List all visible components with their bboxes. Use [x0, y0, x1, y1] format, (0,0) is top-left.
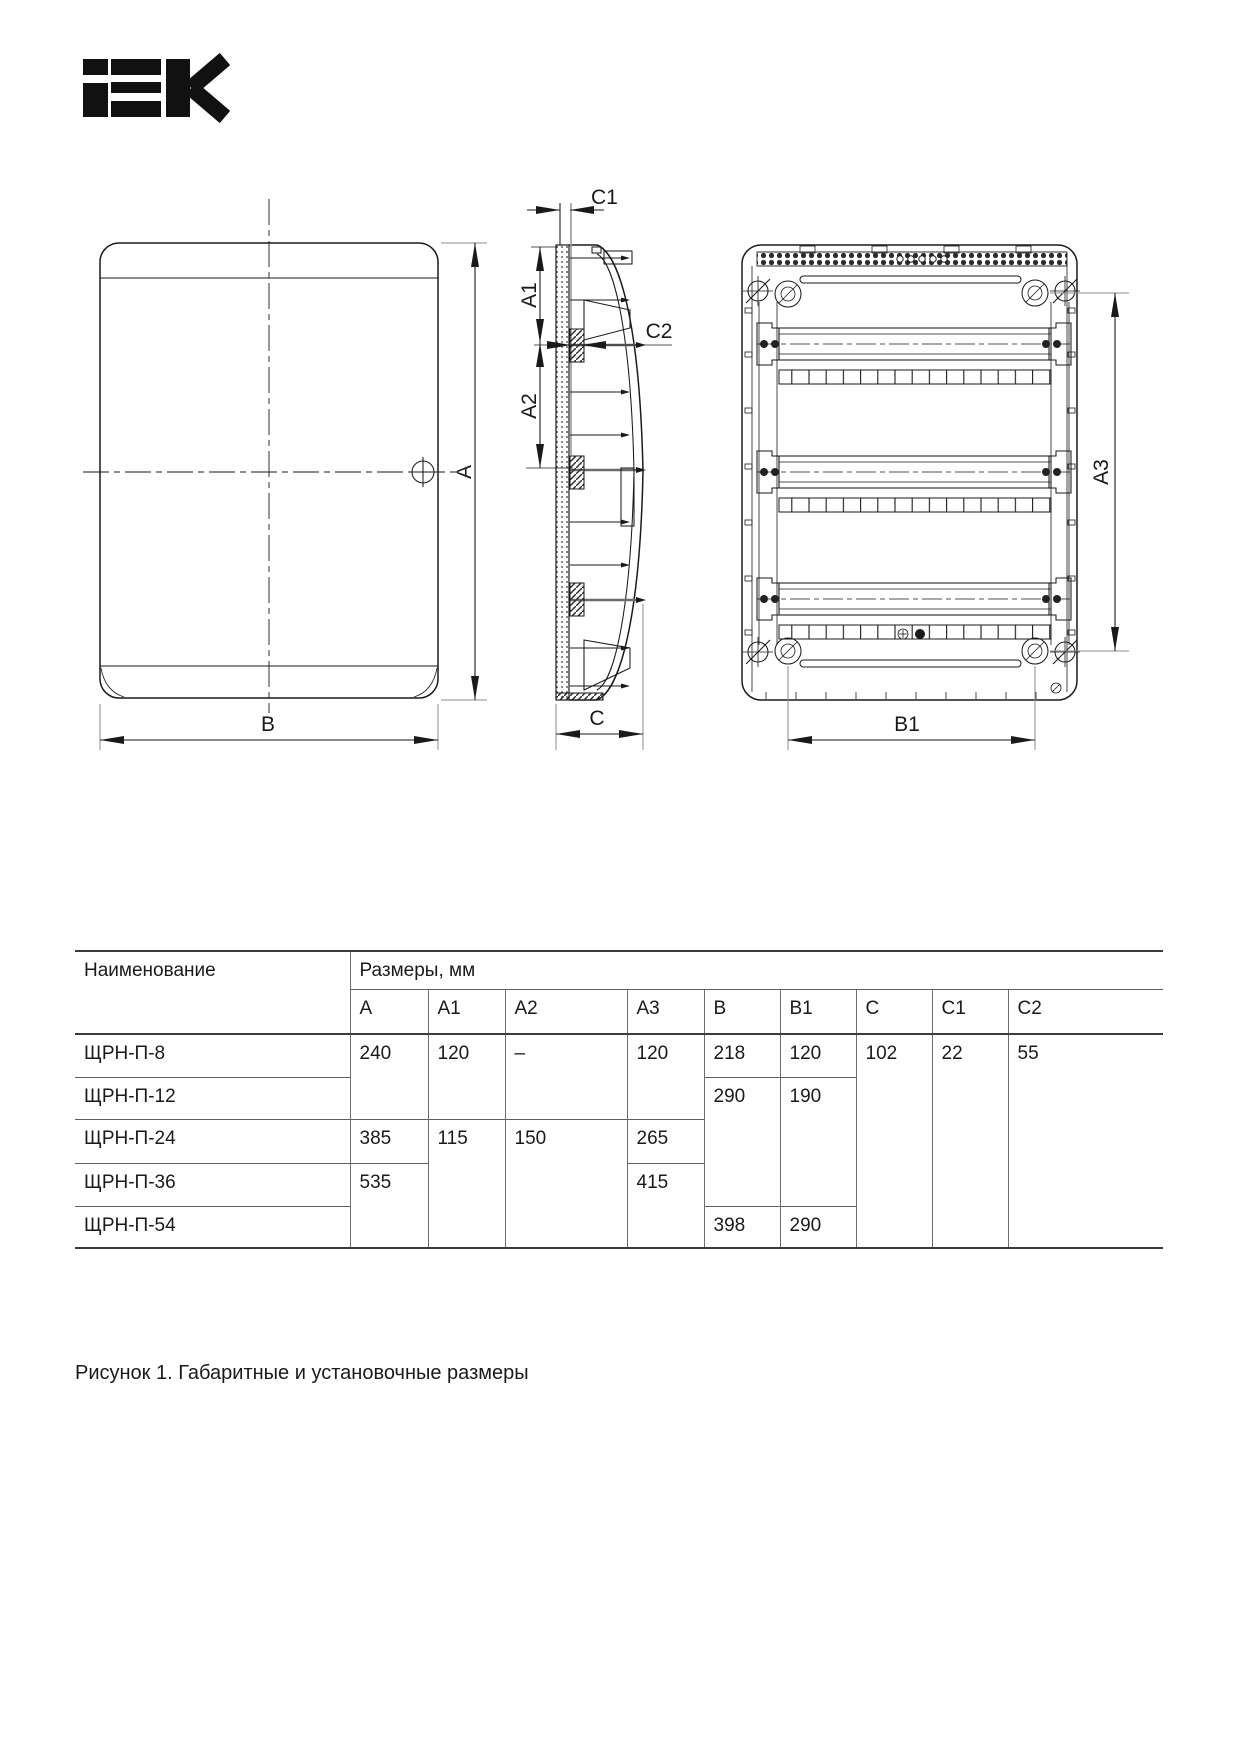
- dim-label-C1: C1: [591, 186, 618, 209]
- dim-label-B1: B1: [894, 713, 920, 736]
- door-lock-symbol: [408, 457, 438, 487]
- col-header-a2: A2: [505, 989, 627, 1034]
- table-row: [75, 1034, 1163, 1077]
- dimension-C1: [527, 186, 618, 210]
- col-header-c2: C2: [1008, 989, 1163, 1034]
- dim-value: 398: [704, 1206, 780, 1248]
- dim-label-A3: A3: [1090, 459, 1113, 485]
- bottom-strip: [766, 692, 1036, 699]
- dim-label-A: A: [453, 464, 476, 480]
- table-header-row-1: [75, 951, 1163, 989]
- ventilation-strip: [757, 252, 1067, 266]
- dim-value: 385: [350, 1119, 428, 1163]
- technical-drawing: [0, 0, 1237, 800]
- col-header-c1: C1: [932, 989, 1008, 1034]
- dim-value: 120: [627, 1034, 704, 1119]
- dim-value: 120: [428, 1034, 505, 1119]
- dim-value: 22: [932, 1034, 1008, 1248]
- dim-value: 290: [780, 1206, 856, 1248]
- dim-value: 102: [856, 1034, 932, 1248]
- dimension-table: [75, 950, 1163, 1249]
- dim-value: 55: [1008, 1034, 1163, 1248]
- dim-value: 115: [428, 1119, 505, 1248]
- row-name: ЩРН-П-54: [75, 1206, 350, 1248]
- dim-label-A1: A1: [518, 282, 541, 308]
- row-name: ЩРН-П-12: [75, 1077, 350, 1119]
- col-header-name: Наименование: [75, 951, 350, 1034]
- din-rail-2: [757, 451, 1071, 512]
- dim-value: 265: [627, 1119, 704, 1163]
- dim-value: 535: [350, 1163, 428, 1248]
- row-name: ЩРН-П-8: [75, 1034, 350, 1077]
- col-header-a1: A1: [428, 989, 505, 1034]
- col-group-header-sizes: Размеры, мм: [350, 951, 1163, 989]
- figure-caption: Рисунок 1. Габаритные и установочные размеры: [75, 1362, 529, 1384]
- dim-value: 218: [704, 1034, 780, 1077]
- col-header-c: C: [856, 989, 932, 1034]
- side-view: [556, 203, 646, 700]
- dim-value: 415: [627, 1163, 704, 1248]
- din-rail-3: [757, 578, 1071, 639]
- dim-label-C: C: [589, 707, 605, 730]
- dim-value: 190: [780, 1077, 856, 1206]
- mounting-screws: [743, 276, 1080, 667]
- col-header-b1: B1: [780, 989, 856, 1034]
- dimension-A1: [518, 247, 558, 343]
- dimension-C2: [534, 320, 672, 345]
- back-view: [742, 245, 1080, 700]
- iek-logo: [83, 59, 225, 117]
- din-rail-1: [757, 323, 1071, 384]
- dim-value: 240: [350, 1034, 428, 1119]
- front-view: [83, 199, 457, 713]
- dim-label-C2: C2: [645, 320, 673, 343]
- dim-value: 290: [704, 1077, 780, 1206]
- row-name: ЩРН-П-24: [75, 1119, 350, 1163]
- dim-label-B: B: [260, 713, 276, 736]
- col-header-a3: A3: [627, 989, 704, 1034]
- dim-label-A2: A2: [518, 393, 541, 419]
- dimension-A: [441, 243, 487, 700]
- dim-value: –: [505, 1034, 627, 1119]
- wall-slots: [745, 308, 1075, 635]
- dimension-B1: [788, 666, 1035, 750]
- row-name: ЩРН-П-36: [75, 1163, 350, 1206]
- col-header-b: B: [704, 989, 780, 1034]
- col-header-a: A: [350, 989, 428, 1034]
- dim-value: 120: [780, 1034, 856, 1077]
- dim-value: 150: [505, 1119, 627, 1248]
